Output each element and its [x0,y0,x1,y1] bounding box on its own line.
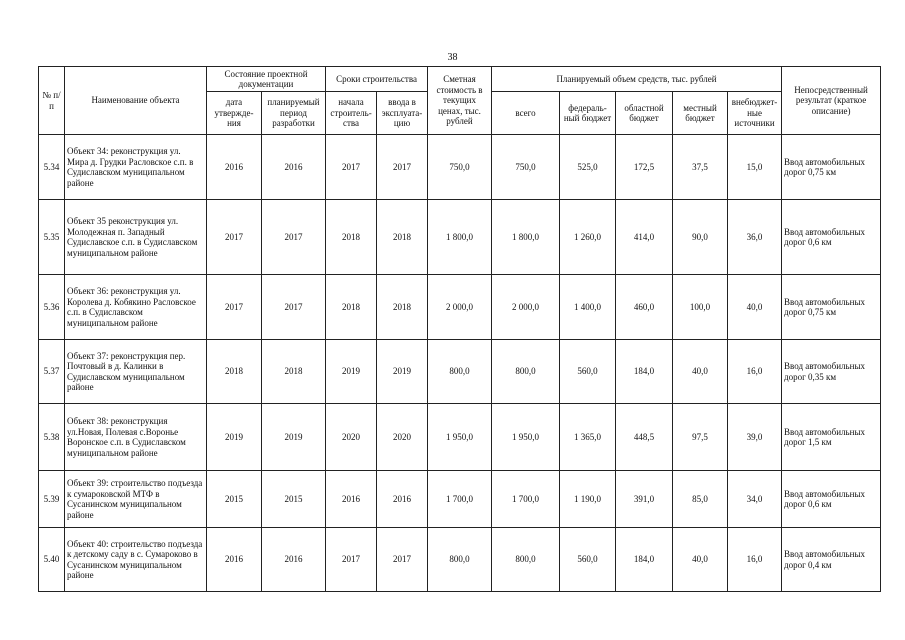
object-name: Объект 35 реконструкция ул. Молодежная п. Западный Судиславское с.п. в Судиславском муниципальном районе [65,200,207,275]
local-budget: 85,0 [673,471,728,528]
extra-budget: 36,0 [728,200,782,275]
approval-date: 2017 [207,200,262,275]
planned-period: 2016 [262,528,326,592]
commission-date: 2020 [377,404,428,471]
approval-date: 2016 [207,528,262,592]
federal-budget: 1 260,0 [560,200,616,275]
federal-budget: 1 365,0 [560,404,616,471]
total-funds: 1 950,0 [492,404,560,471]
header-extra: внебюджет-ные источники [728,92,782,135]
local-budget: 97,5 [673,404,728,471]
approval-date: 2018 [207,340,262,404]
header-name: Наименование объекта [65,67,207,135]
estimated-cost: 1 800,0 [428,200,492,275]
local-budget: 40,0 [673,528,728,592]
header-num: № п/п [39,67,65,135]
header-design-state: Состояние проектной документации [207,67,326,92]
planned-period: 2016 [262,135,326,200]
regional-budget: 391,0 [616,471,673,528]
table-row [39,275,881,340]
federal-budget: 560,0 [560,528,616,592]
regional-budget: 172,5 [616,135,673,200]
object-name: Объект 39: строительство подъезда к сумароковской МТФ в Сусанинском муниципальном районе [65,471,207,528]
header-result: Непосредственный результат (краткое описание) [782,67,881,135]
approval-date: 2017 [207,275,262,340]
commission-date: 2019 [377,340,428,404]
planned-period: 2019 [262,404,326,471]
local-budget: 90,0 [673,200,728,275]
result-description: Ввод автомобильных дорог 0,6 км [782,471,881,528]
approval-date: 2019 [207,404,262,471]
approval-date: 2015 [207,471,262,528]
federal-budget: 1 190,0 [560,471,616,528]
header-estimated-cost: Сметная стоимость в текущих ценах, тыс. рублей [428,67,492,135]
header-planned-period: планируемый период разработки [262,92,326,135]
extra-budget: 16,0 [728,528,782,592]
federal-budget: 560,0 [560,340,616,404]
object-name: Объект 36: реконструкция ул. Королева д. Кобякино Расловское с.п. в Судиславском муниципальном районе [65,275,207,340]
result-description: Ввод автомобильных дорог 1,5 км [782,404,881,471]
extra-budget: 40,0 [728,275,782,340]
planned-period: 2018 [262,340,326,404]
header-federal: федераль-ный бюджет [560,92,616,135]
header-commission: ввода в эксплуата-цию [377,92,428,135]
header-construction-terms: Сроки строительства [326,67,428,92]
extra-budget: 34,0 [728,471,782,528]
construction-start: 2020 [326,404,377,471]
result-description: Ввод автомобильных дорог 0,75 км [782,135,881,200]
regional-budget: 414,0 [616,200,673,275]
estimated-cost: 1 700,0 [428,471,492,528]
table-row [39,340,881,404]
total-funds: 1 700,0 [492,471,560,528]
header-planned-funds: Планируемый объем средств, тыс. рублей [492,67,782,92]
planned-period: 2017 [262,275,326,340]
header-total: всего [492,92,560,135]
row-number: 5.34 [39,135,65,200]
total-funds: 2 000,0 [492,275,560,340]
commission-date: 2018 [377,275,428,340]
row-number: 5.37 [39,340,65,404]
commission-date: 2017 [377,528,428,592]
regional-budget: 184,0 [616,528,673,592]
extra-budget: 15,0 [728,135,782,200]
construction-start: 2016 [326,471,377,528]
planned-period: 2015 [262,471,326,528]
header-row-top [39,67,881,92]
page-number: 38 [447,52,458,63]
commission-date: 2018 [377,200,428,275]
local-budget: 37,5 [673,135,728,200]
object-name: Объект 38: реконструкция ул.Новая, Полевая с.Воронье Воронское с.п. в Судиславском муниципальном районе [65,404,207,471]
row-number: 5.40 [39,528,65,592]
construction-start: 2017 [326,135,377,200]
federal-budget: 1 400,0 [560,275,616,340]
object-name: Объект 37: реконструкция пер. Почтовый в д. Калинки в Судиславском муниципальном районе [65,340,207,404]
commission-date: 2016 [377,471,428,528]
construction-start: 2018 [326,200,377,275]
header-regional: областной бюджет [616,92,673,135]
result-description: Ввод автомобильных дорог 0,4 км [782,528,881,592]
extra-budget: 39,0 [728,404,782,471]
estimated-cost: 800,0 [428,340,492,404]
row-number: 5.36 [39,275,65,340]
regional-budget: 184,0 [616,340,673,404]
table-row [39,200,881,275]
result-description: Ввод автомобильных дорог 0,75 км [782,275,881,340]
construction-start: 2018 [326,275,377,340]
total-funds: 750,0 [492,135,560,200]
construction-start: 2019 [326,340,377,404]
estimated-cost: 1 950,0 [428,404,492,471]
header-approval-date: дата утвержде-ния [207,92,262,135]
planned-period: 2017 [262,200,326,275]
row-number: 5.35 [39,200,65,275]
table-body [39,135,881,592]
table-row [39,471,881,528]
table-row [39,528,881,592]
federal-budget: 525,0 [560,135,616,200]
total-funds: 800,0 [492,340,560,404]
commission-date: 2017 [377,135,428,200]
approval-date: 2016 [207,135,262,200]
construction-start: 2017 [326,528,377,592]
estimated-cost: 800,0 [428,528,492,592]
objects-table [38,66,881,592]
object-name: Объект 40: строительство подъезда к детскому саду в с. Сумароково в Сусанинском муниципальном районе [65,528,207,592]
result-description: Ввод автомобильных дорог 0,35 км [782,340,881,404]
header-start: начала строитель-ства [326,92,377,135]
total-funds: 1 800,0 [492,200,560,275]
result-description: Ввод автомобильных дорог 0,6 км [782,200,881,275]
table-row [39,135,881,200]
estimated-cost: 2 000,0 [428,275,492,340]
regional-budget: 448,5 [616,404,673,471]
total-funds: 800,0 [492,528,560,592]
extra-budget: 16,0 [728,340,782,404]
row-number: 5.39 [39,471,65,528]
local-budget: 40,0 [673,340,728,404]
header-local: местный бюджет [673,92,728,135]
regional-budget: 460,0 [616,275,673,340]
table-row [39,404,881,471]
row-number: 5.38 [39,404,65,471]
object-name: Объект 34: реконструкция ул. Мира д. Грудки Расловское с.п. в Судиславском муниципальном районе [65,135,207,200]
local-budget: 100,0 [673,275,728,340]
estimated-cost: 750,0 [428,135,492,200]
